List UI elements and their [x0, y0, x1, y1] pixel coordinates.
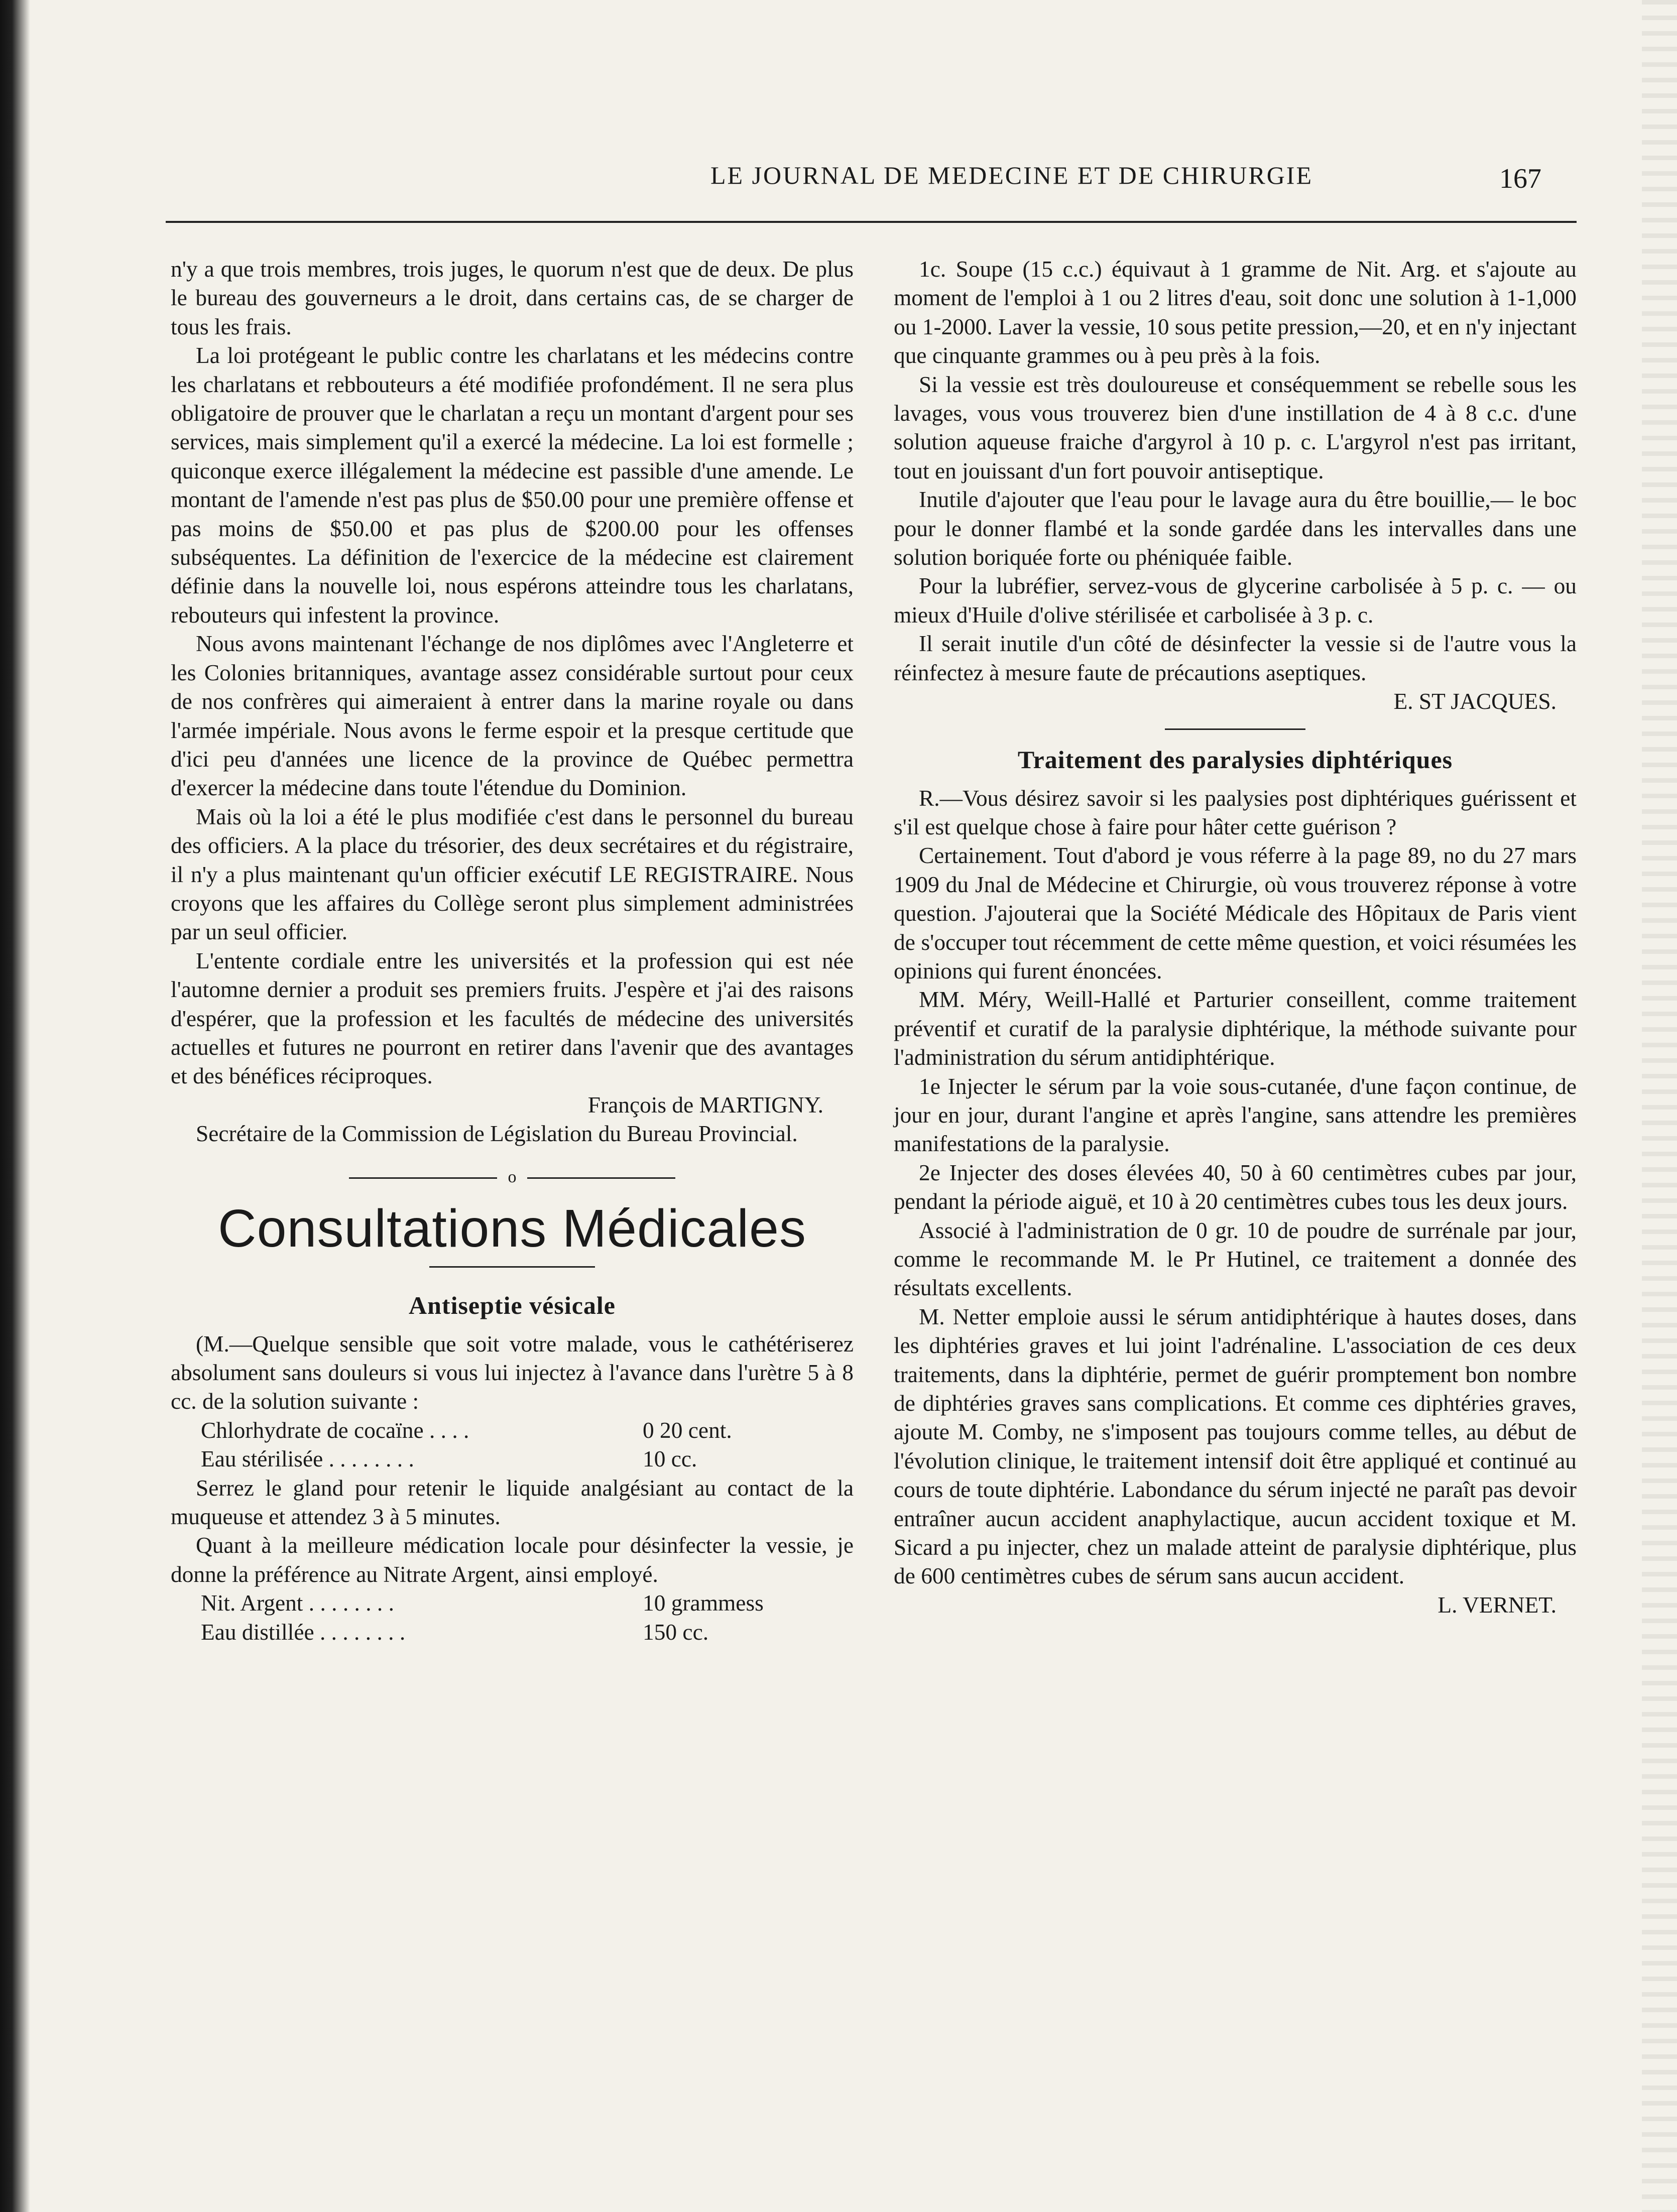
paragraph: M. Netter emploie aussi le sérum antidiphtérique à hautes doses, dans les diphtéries graves et lui joint l'adrénaline. L'association de ces deux traitements, dans la diphtérie, permet de guérir promptement bon nombre de diphtéries graves sans complications. Et comme ces diphtéries graves, ajoute M. Comby, ne s'imposent pas toujours comme telles, au début de l'évolution clinique, le traitement intensif doit être appliqué et continué au cours de toute diphtérie. Labondance du sérum injecté ne paraît pas devoir entraîner aucun accident anaphylactique, aucun accident toxique et M. Sicard a pu injecter, chez un malade atteint de paralysie diphtérique, plus de 600 centimètres cubes de sérum sans aucun accident.: [894, 1304, 1577, 1589]
prescription-line: [171, 1589, 854, 1618]
prescription-2: [171, 1589, 854, 1647]
page-edge-marks: [1642, 0, 1677, 2212]
prescription-1: [171, 1416, 854, 1474]
paragraph: Inutile d'ajouter que l'eau pour le lavage aura du être bouillie,— le boc pour le donner flambé et la sonde gardée dans les intervalles dans une solution boriquée forte ou phéniquée faible.: [894, 487, 1577, 570]
section-separator: o: [349, 1169, 675, 1186]
paragraph: Associé à l'administration de 0 gr. 10 de poudre de surrénale par jour, comme le recommande M. le Pr Hutinel, ce traitement a donnée des résultats excellents.: [894, 1217, 1577, 1301]
paragraph: n'y a que trois membres, trois juges, le quorum n'est que de deux. De plus le bureau des gouverneurs a le droit, dans certains cas, de se charger de tous les frais.: [171, 257, 854, 339]
paragraph: Certainement. Tout d'abord je vous réferre à la page 89, no du 27 mars 1909 du Jnal de Médecine et Chirurgie, où vous trouverez réponse à votre question. J'ajouterai que la Société Médicale des Hôpitaux de Paris vient de s'occuper tout récemment de cette même question, et voici résumées les opinions qui furent énoncées.: [894, 843, 1577, 984]
signature-name: François de MARTIGNY.: [587, 1092, 823, 1118]
article-subhead: Traitement des paralysies diphtériques: [1017, 745, 1453, 774]
prescription-line: [171, 1416, 854, 1445]
paragraph: Quant à la meilleure médication locale pour désinfecter la vessie, je donne la préférence au Nitrate Argent, ainsi employé.: [171, 1533, 854, 1587]
signature: E. ST JACQUES.: [1393, 689, 1556, 714]
ingredient: Eau distillée . . . . . . . .: [201, 1619, 406, 1645]
quantity: 10 cc.: [643, 1446, 697, 1472]
paragraph: La loi protégeant le public contre les charlatans et les médecins contre les charlatans et rebbouteurs a été modifiée profondément. Il ne sera plus obligatoire de prouver que le charlatan a reçu un montant d'argent pour ses services, mais simplement qu'il a exercé la médecine. La loi est formelle ; quiconque exerce illégalement la médecine est passible d'une amende. Le montant de l'amende n'est pas plus de $50.00 pour une première offense et pas moins de $50.00 et pas plus de $200.00 pour les offenses subséquentes. La définition de l'exercice de la médecine est clairement définie dans la nouvelle loi, nous espérons atteindre tous les charlatans, rebouteurs qui infestent la province.: [171, 343, 854, 628]
header-rule: [166, 221, 1577, 223]
paragraph: Il serait inutile d'un côté de désinfecter la vessie si de l'autre vous la réinfectez à mesure faute de précautions aseptiques.: [894, 631, 1577, 685]
page-number: 167: [1499, 163, 1541, 194]
ingredient: Eau stérilisée . . . . . . . .: [201, 1446, 414, 1472]
right-column: [894, 255, 1577, 1620]
paragraph: Mais où la loi a été le plus modifiée c'est dans le personnel du bureau des officiers. A la place du trésorier, des deux secrétaires et du régistraire, il n'y a plus maintenant qu'un officier exécutif LE REGISTRAIRE. Nous croyons que les affaires du Collège seront plus simplement administrées par un seul officier.: [171, 804, 854, 945]
section-title: Consultations Médicales: [218, 1198, 806, 1258]
paragraph: 1c. Soupe (15 c.c.) équivaut à 1 gramme de Nit. Arg. et s'ajoute au moment de l'emploi à 1 ou 2 litres d'eau, soit donc une solution à 1-1,000 ou 1-2000. Laver la vessie, 10 sous petite pression,—20, et en n'y injectant que cinquante grammes ou à peu près à la fois.: [894, 257, 1577, 368]
title-rule: [429, 1266, 595, 1268]
quantity: 150 cc.: [643, 1619, 709, 1645]
running-header: LE JOURNAL DE MEDECINE ET DE CHIRURGIE: [710, 161, 1313, 189]
paragraph: Si la vessie est très douloureuse et conséquemment se rebelle sous les lavages, vous vous trouverez bien d'une instillation de 4 à 8 c.c. d'une solution aqueuse fraiche d'argyrol à 10 p. c. L'argyrol n'est pas irritant, tout en jouissant d'un fort pouvoir antiseptique.: [894, 372, 1577, 483]
paragraph: R.—Vous désirez savoir si les paalysies post diphtériques guérissent et s'il est quelque chose à faire pour hâter cette guérison ?: [894, 785, 1577, 839]
article-subhead: Antiseptie vésicale: [409, 1291, 616, 1319]
paragraph: Pour la lubréfier, servez-vous de glycerine carbolisée à 5 p. c. — ou mieux d'Huile d'olive stérilisée et carbolisée à 3 p. c.: [894, 573, 1577, 628]
paragraph: MM. Méry, Weill-Hallé et Parturier conseillent, comme traitement préventif et curatif de la paralysie diphtérique, la méthode suivante pour l'administration du sérum antidiphtérique.: [894, 987, 1577, 1070]
binding-shadow: [0, 0, 30, 2212]
signature-title: Secrétaire de la Commission de Législation du Bureau Provincial.: [196, 1121, 798, 1147]
paragraph: (M.—Quelque sensible que soit votre malade, vous le cathétériserez absolument sans douleurs si vous lui injectez à l'avance dans l'urètre 5 à 8 cc. de la solution suivante :: [171, 1331, 854, 1414]
left-column: [171, 255, 854, 1647]
paragraph: 1e Injecter le sérum par la voie sous-cutanée, d'une façon continue, de jour en jour, durant l'angine et après l'angine, sans attendre les premières manifestations de la paralysie.: [894, 1073, 1577, 1157]
signature: L. VERNET.: [1438, 1592, 1556, 1618]
article-separator: [1165, 728, 1305, 730]
quantity: 10 grammess: [643, 1590, 764, 1616]
ingredient: Chlorhydrate de cocaïne . . . .: [201, 1417, 469, 1443]
ingredient: Nit. Argent . . . . . . . .: [201, 1590, 394, 1616]
paragraph: L'entente cordiale entre les universités et la profession qui est née l'automne dernier a produit ses premiers fruits. J'espère et j'ai des raisons d'espérer, que la profession et les facultés de médecine des universités actuelles et futures ne pourront en retirer dans l'avenir que des avantages et des bénéfices réciproques.: [171, 948, 854, 1089]
prescription-line: [171, 1445, 854, 1473]
paragraph: Nous avons maintenant l'échange de nos diplômes avec l'Angleterre et les Colonies britanniques, avantage assez considérable surtout pour ceux de nos confrères qui aimeraient à entrer dans la marine royale ou dans l'armée impériale. Nous avons le ferme espoir et la presque certitude que d'ici peu d'années une licence de la province de Québec permettra d'exercer la médecine dans toute l'étendue du Dominion.: [171, 631, 854, 801]
paragraph: 2e Injecter des doses élevées 40, 50 à 60 centimètres cubes par jour, pendant la période aiguë, et 10 à 20 centimètres cubes tous les deux jours.: [894, 1160, 1577, 1214]
quantity: 0 20 cent.: [643, 1417, 732, 1443]
paragraph: Serrez le gland pour retenir le liquide analgésiant au contact de la muqueuse et attendez 3 à 5 minutes.: [171, 1475, 854, 1530]
prescription-line: [171, 1618, 854, 1647]
